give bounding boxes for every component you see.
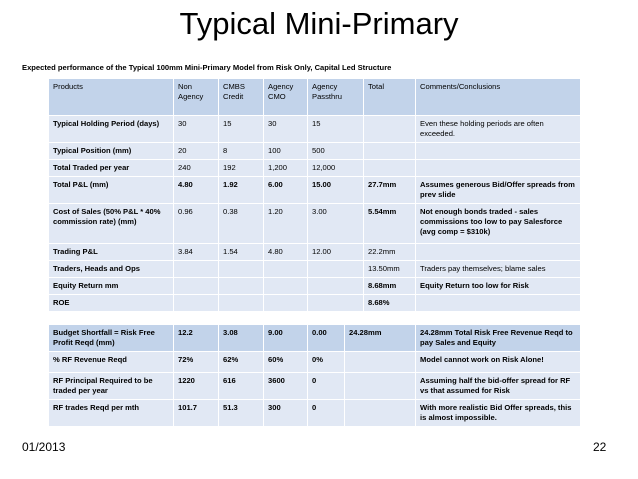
table-cell: Equity Return mm — [49, 278, 174, 295]
table-cell — [364, 116, 416, 143]
footer-date: 01/2013 — [22, 440, 66, 454]
table-cell: 22.2mm — [364, 244, 416, 261]
table-cell: Even these holding periods are often exceeded. — [416, 116, 581, 143]
table-cell — [219, 295, 264, 312]
table-cell — [308, 278, 364, 295]
header-cell: 12.2 — [174, 325, 219, 352]
table-cell: 72% — [174, 352, 219, 373]
table-cell — [174, 261, 219, 278]
slide-title: Typical Mini-Primary — [179, 6, 459, 41]
table-cell — [264, 261, 308, 278]
table-cell: Traders, Heads and Ops — [49, 261, 174, 278]
header-cell: 3.08 — [219, 325, 264, 352]
table-cell: 1.20 — [264, 204, 308, 244]
table-cell — [345, 352, 416, 373]
table-cell: 4.80 — [264, 244, 308, 261]
table-cell: 30 — [174, 116, 219, 143]
table-cell: 3.00 — [308, 204, 364, 244]
table-cell: 4.80 — [174, 177, 219, 204]
table-cell: 15 — [308, 116, 364, 143]
header-cell: Products — [49, 79, 174, 116]
header-cell: CMBS Credit — [219, 79, 264, 116]
table-cell: RF trades Reqd per mth — [49, 400, 174, 427]
header-cell: Non Agency — [174, 79, 219, 116]
table-cell: Typical Holding Period (days) — [49, 116, 174, 143]
header-cell: 0.00 — [308, 325, 345, 352]
slide-subtitle: Expected performance of the Typical 100mm Mini-Primary Model from Risk Only, Capital Led Structure — [22, 63, 392, 72]
table-cell: 1,200 — [264, 160, 308, 177]
table-cell — [416, 143, 581, 160]
header-cell: Agency Passthru — [308, 79, 364, 116]
table-cell: 3.84 — [174, 244, 219, 261]
table-cell: 51.3 — [219, 400, 264, 427]
table-cell — [416, 244, 581, 261]
table-cell: 30 — [264, 116, 308, 143]
table-cell: Cost of Sales (50% P&L * 40% commission rate) (mm) — [49, 204, 174, 244]
table-row — [49, 261, 581, 278]
table-cell: 0.38 — [219, 204, 264, 244]
table-cell — [264, 295, 308, 312]
table-cell — [345, 400, 416, 427]
table-cell: Total P&L (mm) — [49, 177, 174, 204]
table-cell: % RF Revenue Reqd — [49, 352, 174, 373]
table-cell: 60% — [264, 352, 308, 373]
table-cell — [345, 373, 416, 400]
table-cell: 3600 — [264, 373, 308, 400]
table-cell: 8.68% — [364, 295, 416, 312]
table-cell: 6.00 — [264, 177, 308, 204]
table-row — [49, 373, 581, 400]
table-cell: Equity Return too low for Risk — [416, 278, 581, 295]
table-cell: Total Traded per year — [49, 160, 174, 177]
header-cell: 24.28mm Total Risk Free Revenue Reqd to pay Sales and Equity — [416, 325, 581, 352]
table-row — [49, 177, 581, 204]
table-row — [49, 143, 581, 160]
table-cell: 13.50mm — [364, 261, 416, 278]
table-cell: 1220 — [174, 373, 219, 400]
table-cell: 15 — [219, 116, 264, 143]
page-number: 22 — [593, 440, 607, 454]
table-cell — [364, 143, 416, 160]
performance-table — [48, 78, 581, 312]
table-header-row — [49, 79, 581, 116]
header-cell: Budget Shortfall = Risk Free Profit Reqd (mm) — [49, 325, 174, 352]
table-cell — [308, 295, 364, 312]
table-cell: 0% — [308, 352, 345, 373]
table-row — [49, 352, 581, 373]
table-cell: ROE — [49, 295, 174, 312]
table-cell: With more realistic Bid Offer spreads, this is almost impossible. — [416, 400, 581, 427]
risk-free-table — [48, 324, 581, 427]
table-cell: 500 — [308, 143, 364, 160]
table-row — [49, 204, 581, 244]
table-cell: 27.7mm — [364, 177, 416, 204]
table-cell: Assuming half the bid-offer spread for RF vs that assumed for Risk — [416, 373, 581, 400]
table-cell: Assumes generous Bid/Offer spreads from prev slide — [416, 177, 581, 204]
table-cell — [174, 295, 219, 312]
table-cell: 300 — [264, 400, 308, 427]
table-cell: 0 — [308, 400, 345, 427]
table-cell: 0.96 — [174, 204, 219, 244]
table-cell: 12,000 — [308, 160, 364, 177]
table-header-row — [49, 325, 581, 352]
table-cell — [364, 160, 416, 177]
table-cell: Typical Position (mm) — [49, 143, 174, 160]
table-cell: 240 — [174, 160, 219, 177]
table-row — [49, 400, 581, 427]
table-cell: 62% — [219, 352, 264, 373]
table-cell: 101.7 — [174, 400, 219, 427]
header-cell: Comments/Conclusions — [416, 79, 581, 116]
table-row — [49, 116, 581, 143]
table-cell — [219, 278, 264, 295]
table-row — [49, 278, 581, 295]
table-cell — [416, 295, 581, 312]
table-cell: RF Principal Required to be traded per year — [49, 373, 174, 400]
header-cell: 24.28mm — [345, 325, 416, 352]
table-cell: 12.00 — [308, 244, 364, 261]
table-cell: 15.00 — [308, 177, 364, 204]
table-cell: Trading P&L — [49, 244, 174, 261]
table-cell — [264, 278, 308, 295]
table-cell — [219, 261, 264, 278]
header-cell: Total — [364, 79, 416, 116]
table-cell: 192 — [219, 160, 264, 177]
table-cell: 1.54 — [219, 244, 264, 261]
table-cell: 8.68mm — [364, 278, 416, 295]
table-cell — [416, 160, 581, 177]
table-cell: 8 — [219, 143, 264, 160]
table-row — [49, 160, 581, 177]
table-cell — [174, 278, 219, 295]
header-cell: 9.00 — [264, 325, 308, 352]
table-row — [49, 244, 581, 261]
table-cell: 100 — [264, 143, 308, 160]
table-cell — [308, 261, 364, 278]
table-cell: 616 — [219, 373, 264, 400]
table-cell: 5.54mm — [364, 204, 416, 244]
table-cell: Traders pay themselves; blame sales — [416, 261, 581, 278]
table-cell: 1.92 — [219, 177, 264, 204]
header-cell: Agency CMO — [264, 79, 308, 116]
table-cell: Model cannot work on Risk Alone! — [416, 352, 581, 373]
table-cell: 0 — [308, 373, 345, 400]
table-cell: 20 — [174, 143, 219, 160]
table-row — [49, 295, 581, 312]
table-cell: Not enough bonds traded - sales commissions too low to pay Salesforce (avg comp = $310k) — [416, 204, 581, 244]
